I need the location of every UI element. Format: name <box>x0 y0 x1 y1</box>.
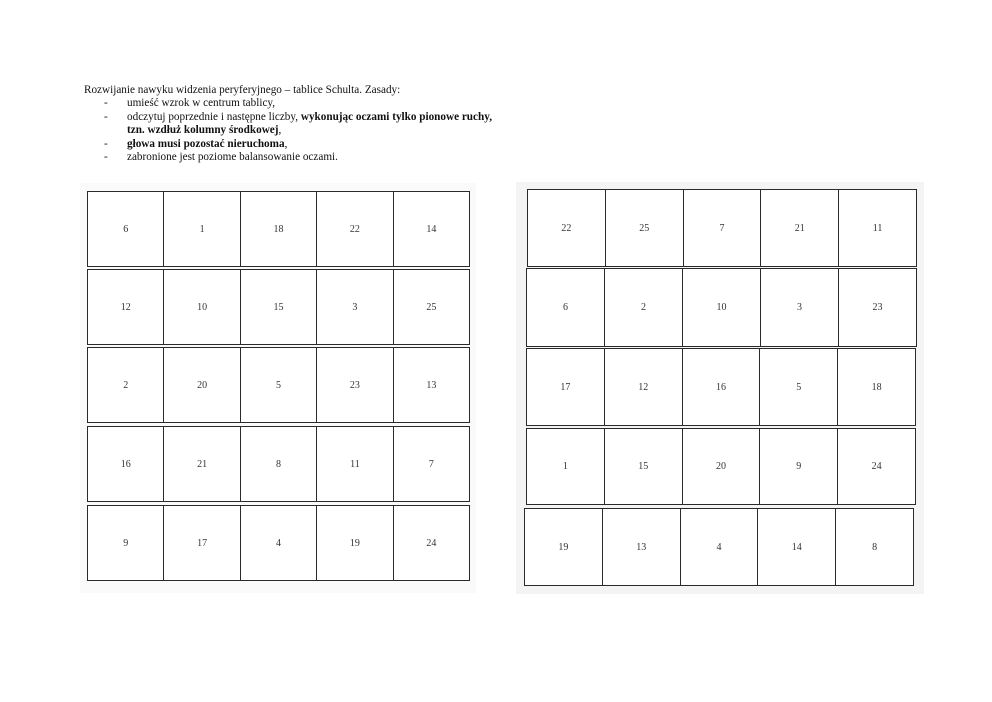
rule-text <box>127 138 287 150</box>
table-cell: 2 <box>88 348 164 422</box>
instructions-intro: Rozwijanie nawyku widzenia peryferyjnego – tablice Schulta. Zasady: <box>84 84 401 96</box>
table-row <box>524 508 914 586</box>
table-cell: 17 <box>164 506 240 580</box>
rule-dash: - <box>104 151 108 164</box>
table-cell: 4 <box>681 509 759 585</box>
rule-dash: - <box>104 137 108 150</box>
table-cell: 3 <box>761 269 839 346</box>
table-cell: 17 <box>527 349 605 425</box>
rule-text <box>127 111 492 136</box>
table-row <box>87 347 470 423</box>
table-cell: 22 <box>317 192 393 266</box>
table-cell: 6 <box>527 269 605 346</box>
table-cell: 14 <box>758 509 836 585</box>
rule-item <box>84 111 504 138</box>
table-cell: 11 <box>872 222 883 234</box>
table-row <box>526 428 916 505</box>
table-cell: 1 <box>164 192 240 266</box>
table-cell: 16 <box>683 349 761 425</box>
rule-text-bold: wykonując oczami tylko pionowe ruchy, tzn. wzdłuż kolumny środkowej <box>127 110 492 137</box>
schulte-table-left <box>80 183 476 593</box>
table-cell: 8 <box>872 541 878 553</box>
rule-item <box>84 151 504 164</box>
table-cell: 22 <box>528 190 606 266</box>
table-row <box>87 426 470 502</box>
table-cell: 7 <box>684 190 762 266</box>
rule-text: umieść wzrok w centrum tablicy, <box>127 97 276 110</box>
table-cell: 12 <box>88 270 164 344</box>
table-cell: 5 <box>760 349 838 425</box>
table-cell: 1 <box>527 429 605 504</box>
table-cell: 18 <box>871 381 882 393</box>
table-cell: 11 <box>317 427 393 501</box>
table-cell: 21 <box>164 427 240 501</box>
rule-text-end: , <box>278 124 282 137</box>
rule-text: zabronione jest poziome balansowanie oczami. <box>127 151 338 164</box>
rule-text-plain: odczytuj poprzednie i następne liczby, <box>127 110 301 123</box>
table-cell: 19 <box>317 506 393 580</box>
rules-list <box>84 97 504 164</box>
rule-dash: - <box>104 97 108 110</box>
table-cell: 10 <box>683 269 761 346</box>
table-cell: 25 <box>606 190 684 266</box>
table-cell: 8 <box>241 427 317 501</box>
table-cell: 23 <box>872 302 883 313</box>
table-cell: 2 <box>605 269 683 346</box>
table-cell: 13 <box>603 509 681 585</box>
table-cell: 15 <box>241 270 317 344</box>
table-cell: 4 <box>241 506 317 580</box>
rule-text-bold: głowa musi pozostać nieruchoma <box>127 137 285 150</box>
rule-item <box>84 97 504 110</box>
table-cell: 25 <box>426 301 437 313</box>
table-cell: 7 <box>428 458 434 470</box>
table-cell: 9 <box>88 506 164 580</box>
table-cell: 15 <box>605 429 683 504</box>
table-row <box>87 505 470 581</box>
table-cell: 12 <box>605 349 683 425</box>
table-cell: 21 <box>761 190 839 266</box>
table-row <box>87 191 470 267</box>
table-cell: 19 <box>525 509 603 585</box>
table-cell: 16 <box>88 427 164 501</box>
table-cell: 5 <box>241 348 317 422</box>
rule-item <box>84 138 504 151</box>
table-cell: 24 <box>426 537 437 549</box>
table-cell: 6 <box>88 192 164 266</box>
table-cell: 24 <box>871 461 882 472</box>
table-row <box>526 348 916 426</box>
table-cell: 18 <box>241 192 317 266</box>
instructions <box>84 84 504 164</box>
table-row <box>87 269 470 345</box>
table-cell: 9 <box>760 429 838 504</box>
table-cell: 10 <box>164 270 240 344</box>
table-row <box>527 189 917 267</box>
table-cell: 20 <box>164 348 240 422</box>
table-cell: 13 <box>426 379 437 391</box>
table-cell: 3 <box>317 270 393 344</box>
table-cell: 20 <box>683 429 761 504</box>
table-row <box>526 268 917 347</box>
table-cell: 23 <box>317 348 393 422</box>
schulte-table-right <box>516 182 924 594</box>
rule-text-end: , <box>284 137 288 150</box>
table-cell: 14 <box>426 223 437 235</box>
rule-dash: - <box>104 110 108 123</box>
